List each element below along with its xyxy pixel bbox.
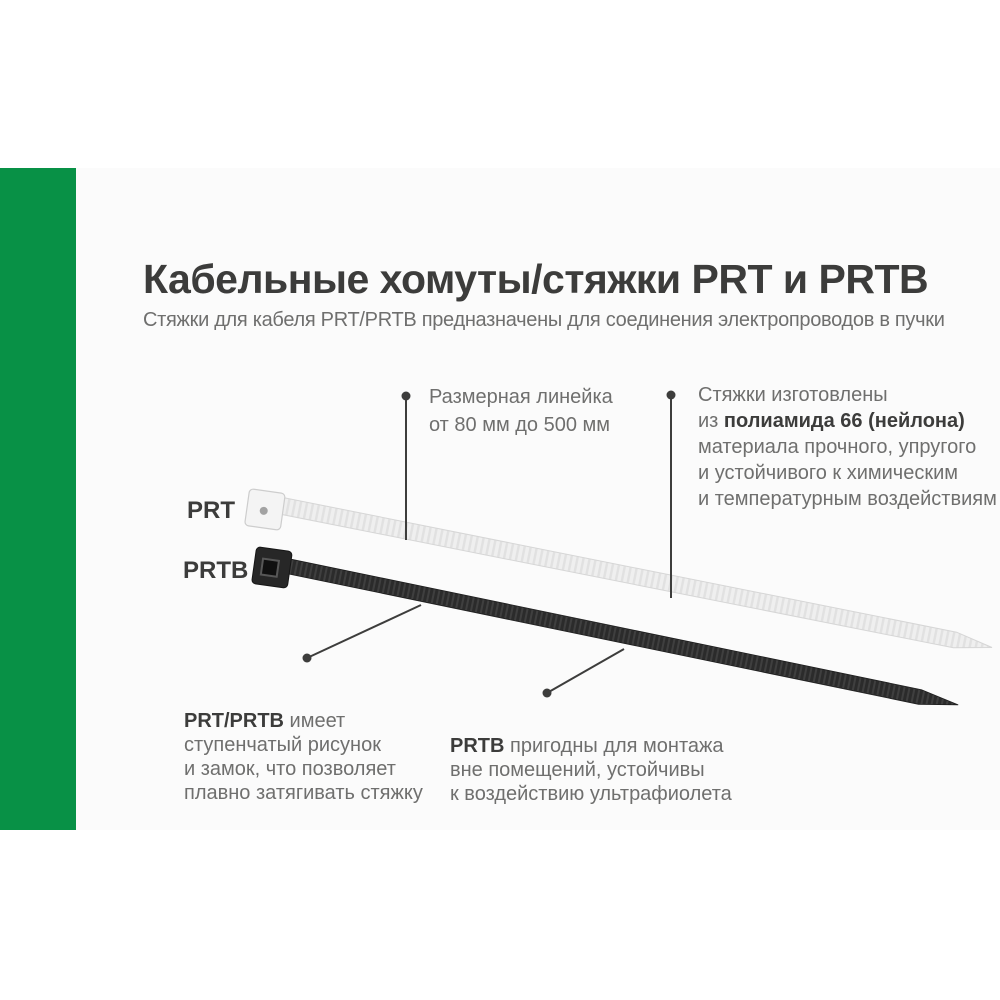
callout-outdoor bbox=[543, 649, 625, 698]
annotation-line: вне помещений, устойчивы bbox=[450, 759, 705, 781]
callout-mechanism bbox=[303, 605, 422, 663]
annotation-line: к воздействию ультрафиолета bbox=[450, 783, 732, 805]
black-tie-head-hole bbox=[261, 559, 279, 577]
callout-dot bbox=[402, 392, 411, 401]
annotation-line: материала прочного, упругого bbox=[698, 436, 977, 458]
callout-line bbox=[547, 649, 624, 693]
callout-dot bbox=[543, 689, 552, 698]
label-prtb: PRTB bbox=[183, 557, 249, 584]
annotation-size-range bbox=[429, 383, 613, 439]
annotation-line: и замок, что позволяет bbox=[184, 758, 396, 780]
annotation-line: и температурным воздействиям bbox=[698, 488, 997, 510]
annotation-outdoor bbox=[450, 734, 732, 806]
callout-line bbox=[307, 605, 421, 658]
product-card bbox=[0, 168, 1000, 830]
annotation-line: Размерная линейка bbox=[429, 386, 613, 408]
page-title: Кабельные хомуты/стяжки PRT и PRTB bbox=[143, 256, 929, 302]
annotation-line: от 80 мм до 500 мм bbox=[429, 414, 611, 436]
callout-material bbox=[667, 391, 676, 599]
label-prt: PRT bbox=[187, 497, 235, 524]
annotation-line: плавно затягивать стяжку bbox=[184, 782, 423, 804]
annotation-mechanism bbox=[184, 709, 423, 805]
callout-dot bbox=[303, 654, 312, 663]
annotation-line: ступенчатый рисунок bbox=[184, 734, 381, 756]
page-subtitle: Стяжки для кабеля PRT/PRTB предназначены для соединения электропроводов в пучки bbox=[143, 309, 945, 331]
annotation-line: Стяжки изготовлены bbox=[698, 384, 888, 406]
annotation-line: PRT/PRTB имеет bbox=[184, 710, 346, 732]
callout-size-range bbox=[402, 392, 411, 541]
white-cable-tie-image bbox=[245, 489, 992, 648]
annotation-line: и устойчивого к химическим bbox=[698, 462, 958, 484]
callout-dot bbox=[667, 391, 676, 400]
annotation-material bbox=[698, 382, 997, 512]
annotation-line: PRTB пригодны для монтажа bbox=[450, 735, 724, 757]
annotation-line: из полиамида 66 (нейлона) bbox=[698, 410, 965, 432]
